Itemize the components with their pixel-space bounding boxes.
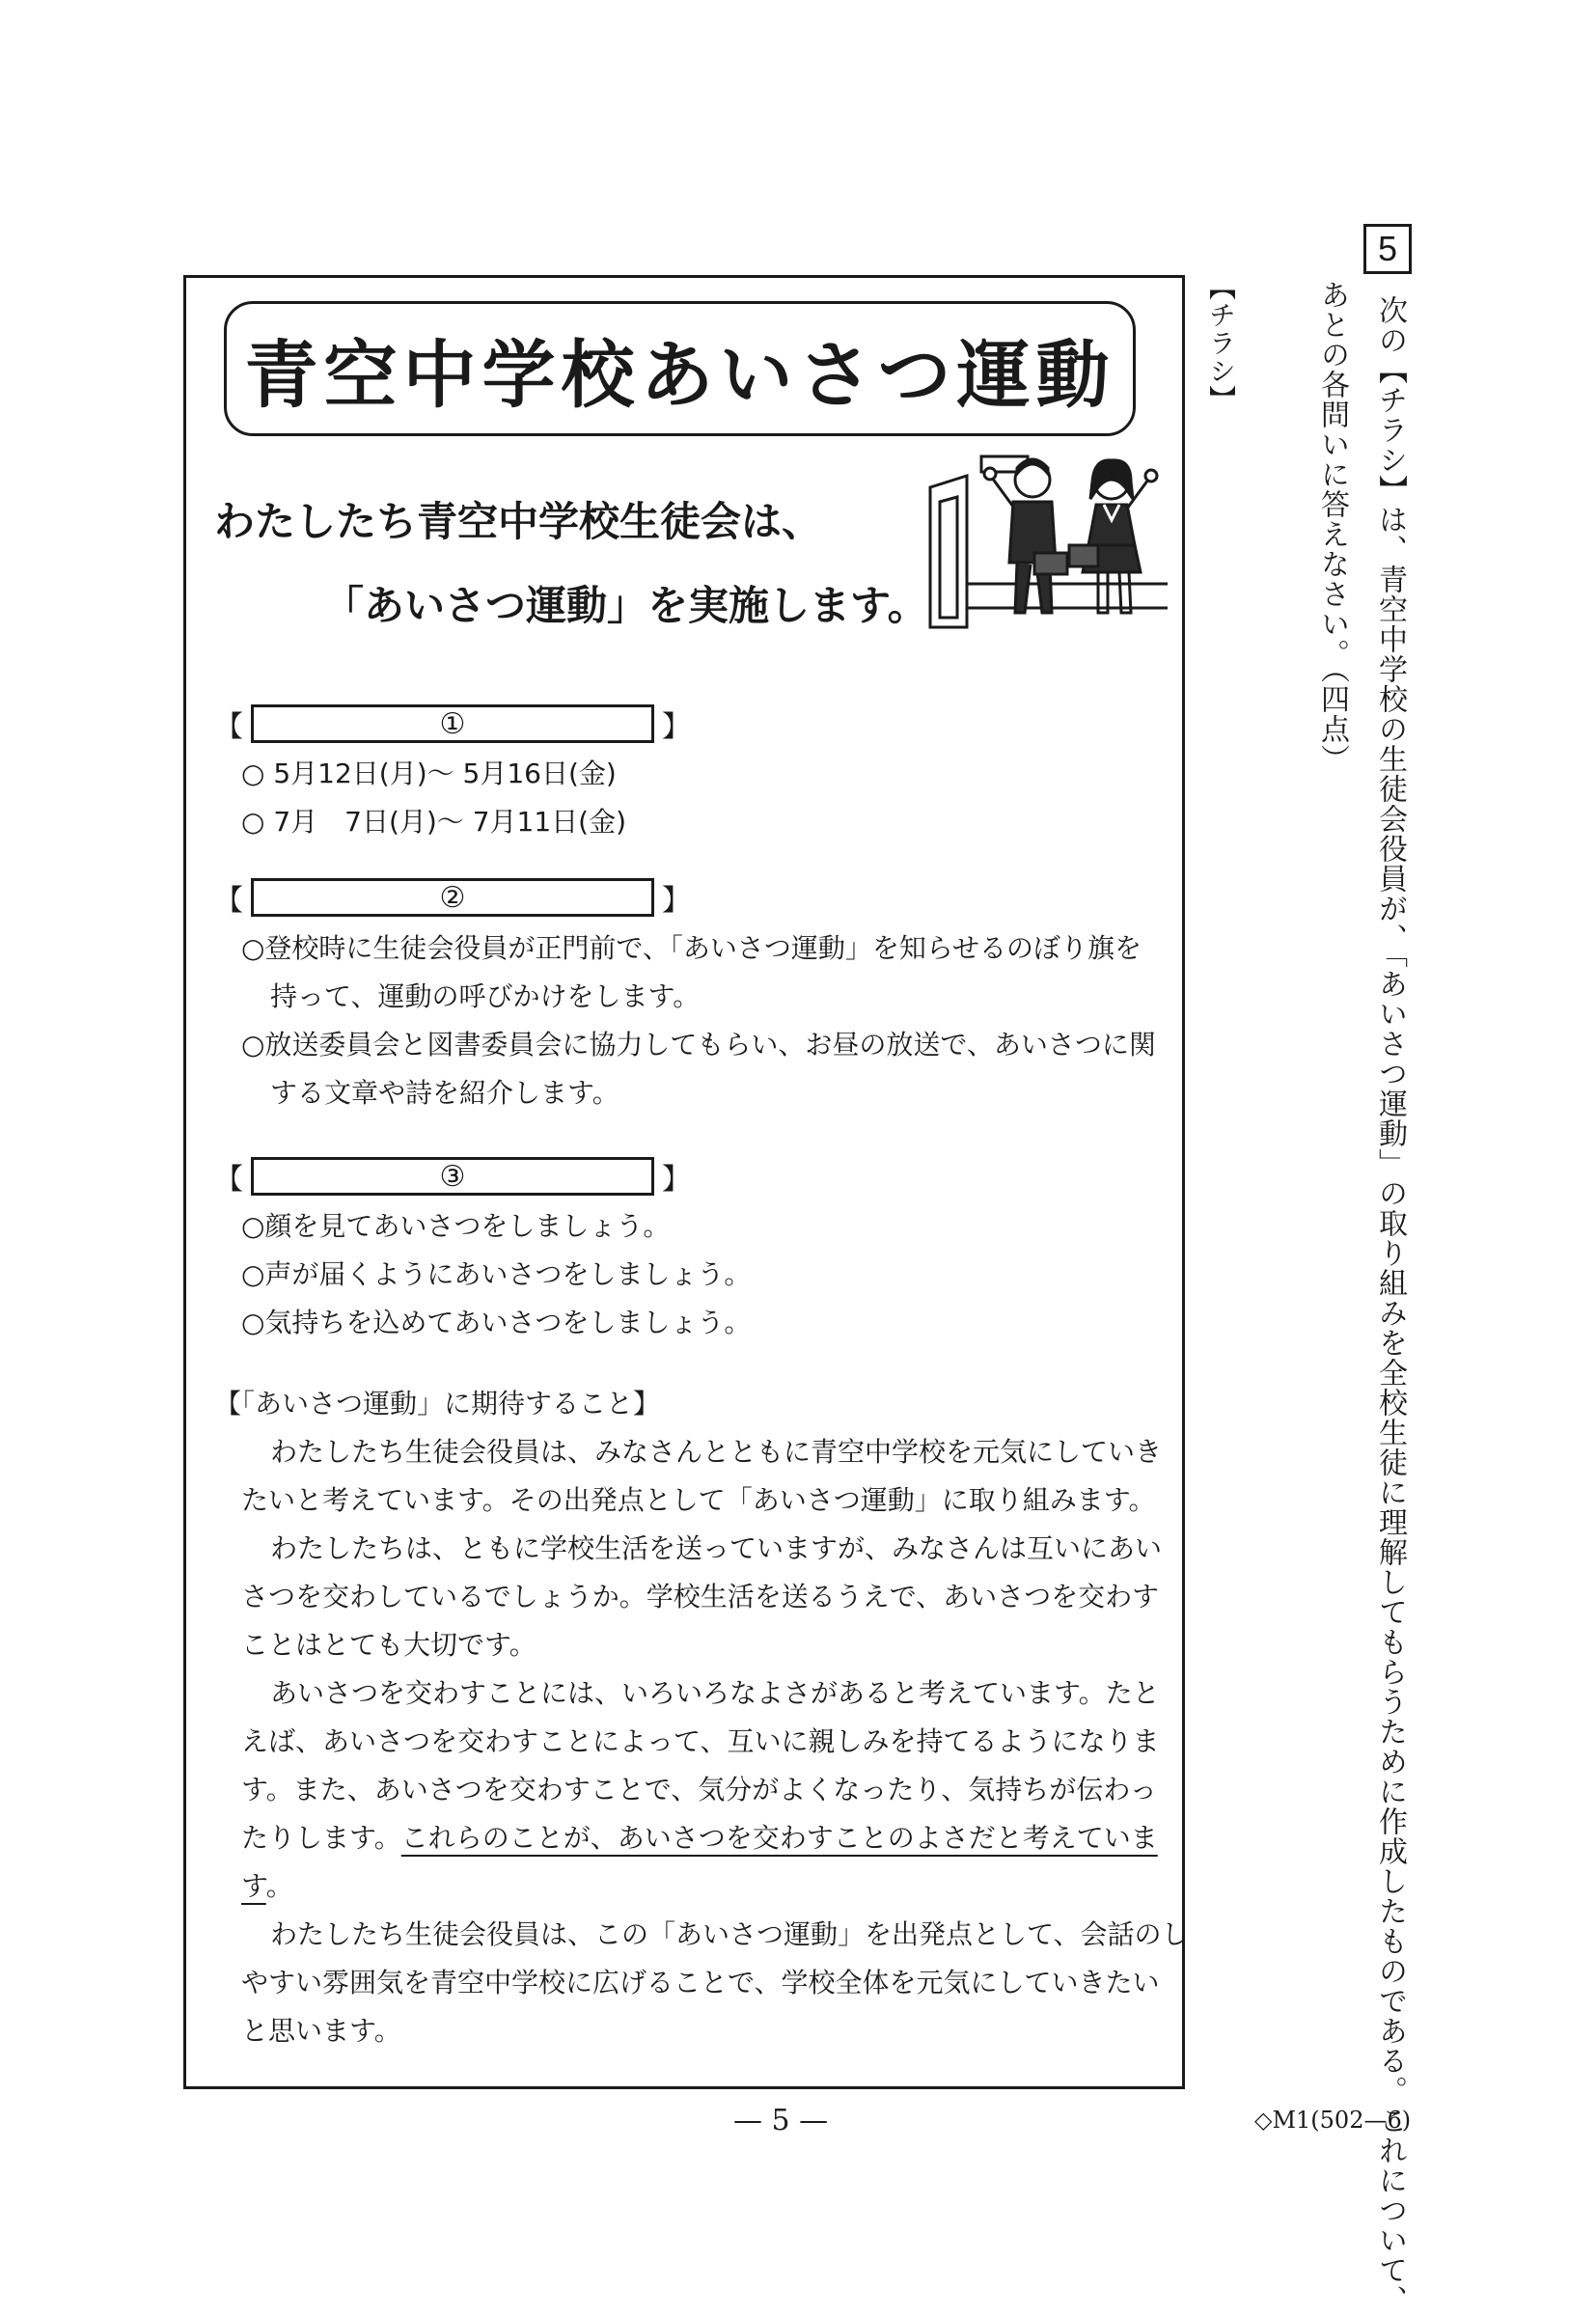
flyer-intro-line2: 「あいさつ運動」を実施します。 [323, 582, 928, 629]
paragraph-line: さつを交わしているでしょうか。学校生活を送るうえで、あいさつを交わす [241, 1581, 1160, 1612]
flyer-intro-line1: わたしたち青空中学校生徒会は、 [214, 498, 823, 545]
students-greeting-illustration [928, 449, 1169, 632]
list-item: ○放送委員会と図書委員会に協力してもらい、お昼の放送で、あいさつに関 [241, 1029, 1156, 1061]
exam-code: ◇M1(502—6) [1254, 2107, 1412, 2134]
list-item: ○登校時に生徒会役員が正門前で、「あいさつ運動」を知らせるのぼり旗を [241, 932, 1142, 964]
blank-box-1: ① [251, 704, 654, 743]
expectation-heading: 【「あいさつ運動」に期待すること】 [214, 1388, 661, 1419]
paragraph-line: す。また、あいさつを交わすことで、気分がよくなったり、気持ちが伝わっ [241, 1774, 1157, 1805]
paragraph-line: あいさつを交わすことには、いろいろなよさがあると考えています。たと [270, 1677, 1160, 1709]
bracket-close: 】 [662, 710, 691, 744]
plain-text: たりします。 [241, 1822, 401, 1854]
paragraph-line: と思います。 [241, 2015, 401, 2047]
section1-header [214, 703, 691, 745]
paragraph-line: わたしたち生徒会役員は、みなさんとともに青空中学校を元気にしていき [270, 1436, 1163, 1468]
bracket-close: 】 [662, 884, 691, 918]
section3-header [214, 1155, 691, 1198]
paragraph-line [241, 1814, 1169, 1862]
list-item-continuation: する文章や詩を紹介します。 [270, 1077, 619, 1109]
paragraph-line: わたしたち生徒会役員は、この「あいさつ運動」を出発点として、会話のし [270, 1918, 1189, 1950]
list-item: ○ 7月 7日(月)～ 7月11日(金) [241, 806, 627, 838]
paragraph-line: ことはとても大切です。 [241, 1629, 537, 1661]
underlined-passage: これらのことが、あいさつを交わすことのよさだと考えていま [400, 1822, 1158, 1854]
section2-list [241, 924, 1156, 1117]
plain-text: 。 [265, 1870, 293, 1902]
flyer-title: 青空中学校あいさつ運動 [224, 301, 1136, 436]
bracket-open: 【 [214, 884, 243, 918]
page-number: — 5 — [733, 2104, 829, 2137]
blank-box-2: ② [251, 878, 654, 917]
paragraph-line: わたしたちは、ともに学校生活を送っていますが、みなさんは互いにあい [270, 1532, 1163, 1564]
bracket-close: 】 [662, 1163, 691, 1197]
underlined-passage-end: す [241, 1870, 266, 1902]
section3-list [241, 1202, 751, 1347]
boy-figure [984, 459, 1067, 613]
blank-box-3: ③ [251, 1157, 654, 1196]
section1-list [241, 750, 626, 846]
question-number: 5 [1363, 224, 1412, 274]
question-instruction-line1: 次の【チラシ】は、青空中学校の生徒会役員が、「あいさつ運動」の取り組みを全校生徒に理解してもらうために作成したものである。これについて、 [1373, 295, 1407, 2315]
paragraph-line: えば、あいさつを交わすことによって、互いに親しみを持てるようになりま [241, 1725, 1160, 1757]
list-item-continuation: 持って、運動の呼びかけをします。 [270, 980, 701, 1012]
list-item: ○ 5月12日(月)～ 5月16日(金) [241, 758, 617, 789]
list-item: ○声が届くようにあいさつをしましょう。 [241, 1258, 752, 1290]
flyer-label: 【チラシ】 [1205, 273, 1237, 413]
bracket-open: 【 [214, 710, 243, 744]
section2-header [214, 876, 691, 919]
list-item: ○気持ちを込めてあいさつをしましょう。 [241, 1307, 752, 1338]
question-instruction-line2: あとの各問いに答えなさい。（四点） [1315, 280, 1349, 774]
bracket-open: 【 [214, 1163, 243, 1197]
expectation-section [214, 1380, 1189, 2055]
girl-figure [1069, 460, 1157, 613]
paragraph-line: たいと考えています。その出発点として「あいさつ運動」に取り組みます。 [241, 1484, 1156, 1516]
expectation-body [214, 1428, 1189, 2055]
paragraph-line: やすい雰囲気を青空中学校に広げることで、学校全体を元気にしていきたい [241, 1967, 1160, 1998]
list-item: ○顔を見てあいさつをしましょう。 [241, 1210, 671, 1242]
paragraph-line [241, 1862, 1169, 1911]
